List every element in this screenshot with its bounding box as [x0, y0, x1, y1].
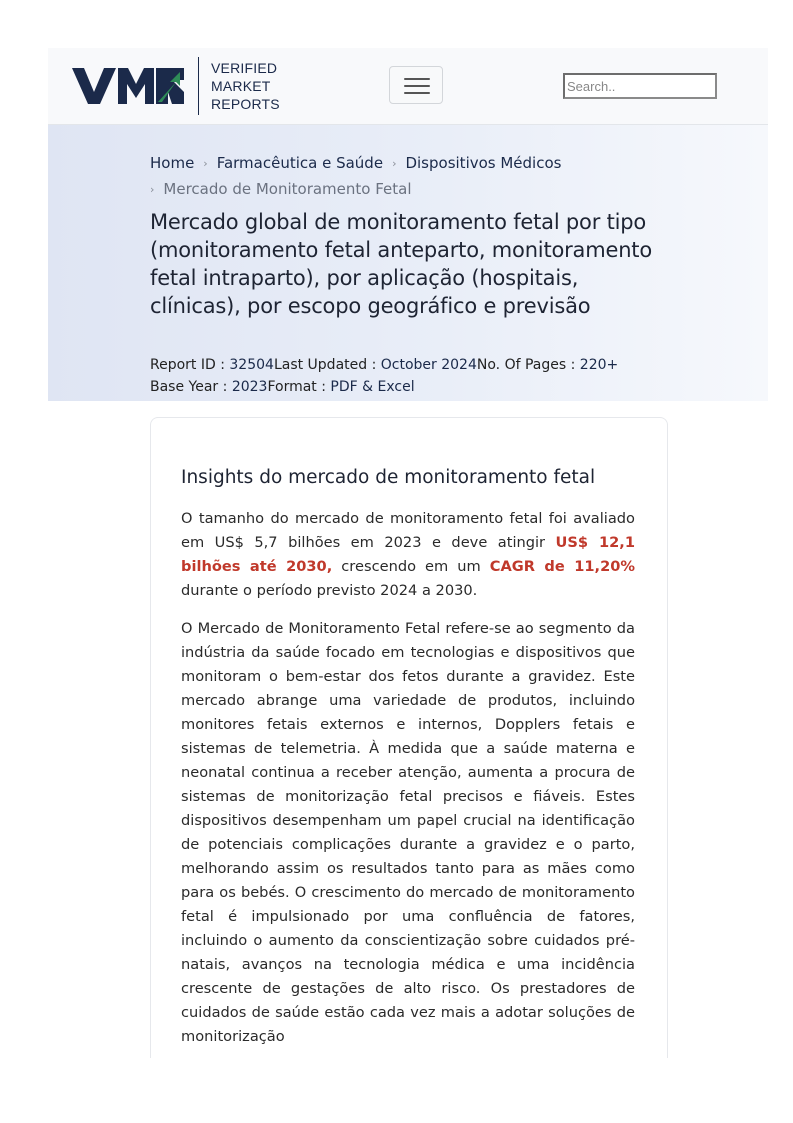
logo-line-reports: REPORTS [211, 96, 280, 112]
p1-text-b: crescendo em um [332, 558, 490, 575]
breadcrumb-separator-icon: › [392, 157, 397, 170]
page-title: Mercado global de monitoramento fetal por tipo (monitoramento fetal anteparto, monitoramento fetal intraparto), por aplicação (hospitais, clínicas), por escopo geográfico e previsão [150, 210, 652, 318]
vmr-logo-icon [72, 66, 184, 106]
logo-wordmark [211, 59, 280, 113]
report-meta [150, 354, 670, 398]
hamburger-icon [404, 92, 430, 94]
cagr-highlight: CAGR de 11,20% [489, 558, 636, 575]
pages-label: No. Of Pages : [476, 357, 580, 373]
base-year-label: Base Year : [150, 379, 232, 395]
market-size-highlight: US$ 12,1 bilhões até 2030, [181, 534, 635, 575]
report-id-value: 32504 [229, 357, 274, 373]
breadcrumb-separator-icon: › [203, 157, 208, 170]
format-value: PDF & Excel [330, 379, 415, 395]
site-logo[interactable] [72, 56, 280, 116]
last-updated-label: Last Updated : [273, 357, 381, 373]
base-year-value: 2023 [231, 379, 268, 395]
insights-title: Insights do mercado de monitoramento fetal [181, 467, 596, 488]
insights-paragraph-1 [181, 507, 635, 603]
report-hero [48, 125, 768, 401]
logo-divider [198, 57, 199, 115]
insights-card [150, 417, 668, 1058]
hamburger-icon [404, 78, 430, 80]
search-input[interactable] [563, 73, 717, 99]
breadcrumb-devices[interactable]: Dispositivos Médicos [405, 154, 562, 172]
breadcrumb-pharma[interactable]: Farmacêutica e Saúde [216, 154, 384, 172]
report-id-label: Report ID : [150, 357, 230, 373]
insights-paragraph-2: O Mercado de Monitoramento Fetal refere-se ao segmento da indústria da saúde focado em tecnologias e dispositivos que monitoram o bem-estar dos fetos durante a gravidez. Este mercado abrange uma variedade de produtos, incluindo monitores fetais externos e internos, Dopplers fetais e sistemas de telemetria. À medida que a saúde materna e neonatal continua a receber atenção, aumenta a procura de sistemas de monitorização fetal precisos e fiáveis. Estes dispositivos desempenham um papel crucial na identificação de potenciais complicações durante a gravidez e o parto, melhorando assim os resultados tanto para as mães como para os bebés. O crescimento do mercado de monitoramento fetal é impulsionado por uma confluência de fatores, incluindo o aumento da conscientização sobre cuidados pré-natais, avanços na tecnologia médica e uma incidência crescente de gestações de alto risco. Os prestadores de cuidados de saúde estão cada vez mais a adotar soluções de monitorização [181, 620, 635, 1045]
p1-text-a: O tamanho do mercado de monitoramento fetal foi avaliado em US$ 5,7 bilhões em 2023 e deve atingir [181, 510, 635, 551]
format-label: Format : [267, 379, 331, 395]
hamburger-menu-button[interactable] [389, 66, 443, 104]
logo-line-verified: VERIFIED [211, 60, 278, 76]
last-updated-value: October 2024 [380, 357, 477, 373]
pages-value: 220+ [579, 357, 619, 373]
hamburger-icon [404, 85, 430, 87]
breadcrumb [150, 151, 590, 203]
breadcrumb-current: Mercado de Monitoramento Fetal [163, 180, 412, 198]
p1-text-c: durante o período previsto 2024 a 2030. [181, 582, 478, 599]
breadcrumb-home[interactable]: Home [150, 154, 195, 172]
logo-line-market: MARKET [211, 78, 271, 94]
breadcrumb-separator-icon: › [150, 183, 155, 196]
site-header [48, 48, 768, 125]
